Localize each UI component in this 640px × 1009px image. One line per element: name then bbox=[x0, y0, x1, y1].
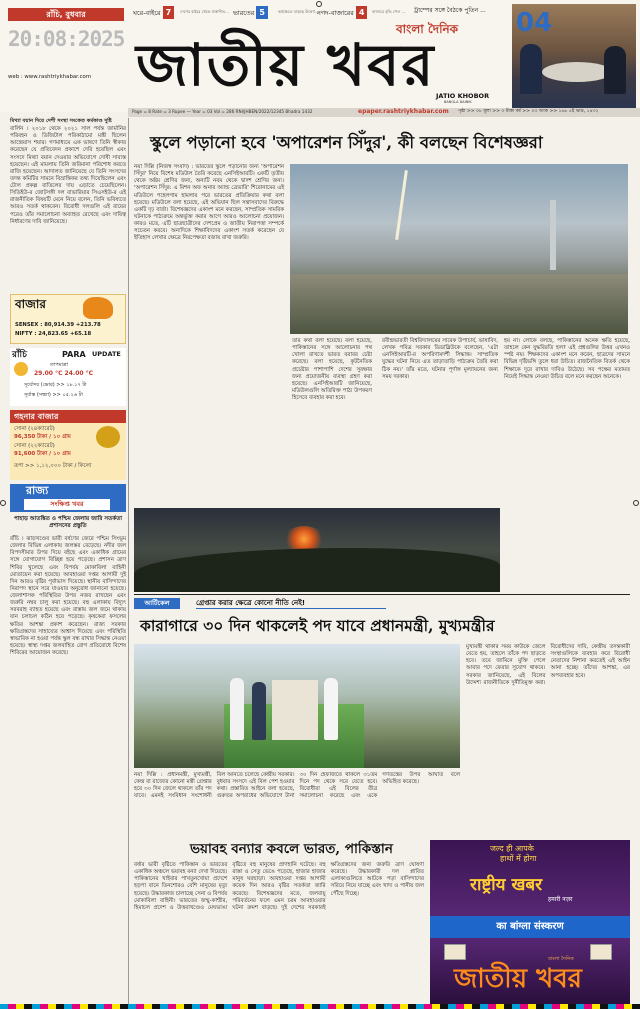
photo-figure-2 bbox=[252, 682, 266, 740]
header-photo bbox=[512, 4, 636, 110]
photo-person-right bbox=[604, 46, 626, 94]
story1-col1: নয়া দিল্লি (নিজস্ব সংবাদ) : ভারতের স্কুলে পড়ানোর জন্য 'অপারেশন সিঁদুর' নিয়ে বিশেষ মডিউল তৈরি করেছে এনসিইআরটি। একটি তৃতীয় থেকে অষ্টম শ্রেণির জন্য, অন্যটি নবম থেকে দ্বাদশ শ্রেণির জন্য। 'অপারেশন সিঁদুর: এ মিশন অফ অনার অ্যান্ড ব্রেভারি' শিরোনামের এই মডিউলে পহেলগাম হামলার পরে ভারতের প্রতিক্রিয়ার কথা বলা হয়েছে। মডিউলে বলা হয়েছে, এই অভিযান ছিল সন্ত্রাসবাদের বিরুদ্ধে একটি দৃঢ় বার্তা। বিশেষজ্ঞদের একাংশ মনে করছেন, সাম্প্রতিক সামরিক ঘটনাকে পাঠ্যক্রমে অন্তর্ভুক্ত করার আগে আরও আলোচনা প্রয়োজন। কারও মতে, এটি ছাত্রছাত্রীদের দেশপ্রেম ও জাতীয় নিরাপত্তা সম্পর্কে সচেতন করবে। অন্যদিকে শিক্ষাবিদদের একাংশ সতর্ক করেছেন যে ইতিহাস লেখার ক্ষেত্রে নিরপেক্ষতা বজায় রাখা জরুরি। bbox=[134, 164, 284, 242]
gold-box bbox=[10, 410, 126, 480]
story2-tag: আর্টিকেল bbox=[134, 598, 180, 609]
issue-line: পৃষ্ঠা >> ০৮ মূল্য >> ৩ টাকা বর্ষ >> ০৩ অংক >> ১৬৮ ৫ই ভাদ্র, ১৪৩২ bbox=[458, 109, 599, 114]
photo-tower bbox=[550, 200, 556, 270]
date-text: 20:08:2025 bbox=[8, 27, 125, 51]
reg-mark-top bbox=[316, 1, 322, 7]
ad-newspaper-icon bbox=[444, 944, 466, 960]
date-block bbox=[8, 8, 124, 92]
logo-sub: বাংলা দৈনিক bbox=[396, 22, 459, 36]
brief-head: পাহাড় আতঙ্কিত ও পশ্চিম জেলায় জারি সতর্কতা প্রশাসনের প্রস্তুতি bbox=[13, 516, 123, 530]
para-update: UPDATE bbox=[92, 350, 121, 358]
bazar-title: বাজার bbox=[15, 297, 46, 311]
left-column bbox=[10, 118, 126, 1004]
rajya-title: রাজ্য bbox=[26, 484, 49, 497]
pill-note-3: বাজারে বৃদ্ধি পেল ... bbox=[372, 9, 406, 14]
story1-col2: তার কথা বলা হয়েছে। বলা হয়েছে, পাকিস্তানের সঙ্গে আলোচনার পথ খোলা রাখতে ভারত বরাবর চেষ্টা করেছে। বলা হয়েছে, কূটনৈতিক প্রচেষ্টার পাশাপাশি দেশের সুরক্ষার জন্য প্রয়োজনীয় ব্যবস্থা গ্রহণ করা হয়েছে। এনসিইআরটি জানিয়েছে, মডিউলগুলি অতিরিক্ত পাঠ্য উপকরণ হিসেবে ব্যবহার করা হবে। bbox=[292, 338, 372, 401]
ad-tagline-1: जल्द ही आपके bbox=[490, 844, 534, 853]
gold-row: 96,350 টাকা / ১০ গ্রাম bbox=[14, 434, 71, 440]
story1-col3: রবীন্দ্রভারতী বিশ্ববিদ্যালয়ের সাবেক উপাচার্য, ভাষাবিদ, লেখক পবিত্র সরকার ডিডাব্লিউকে বলেছেন, 'এটা এনসিইআরটি-র অপরিণামদর্শী সিদ্ধান্ত। সাম্প্রতিক যুদ্ধের ঘটনা নিয়ে এত তাড়াতাড়ি পাঠ্যক্রম তৈরি করা ঠিক নয়।' তাঁর মতে, ঘটনার পূর্ণাঙ্গ মূল্যায়নের জন্য সময় দরকার। bbox=[382, 338, 498, 380]
story1-photo-top bbox=[290, 164, 628, 334]
story1-headline[interactable]: স্কুলে পড়ানো হবে 'অপারেশন সিঁদুর', কী বলছেন বিশেষজ্ঞরা bbox=[150, 133, 543, 152]
gold-row: সোনা (২৪ক্যারেট) bbox=[14, 426, 55, 432]
gold-title: গহনার বাজার bbox=[10, 410, 126, 423]
info-bar bbox=[128, 108, 640, 117]
weather-city: রাঁচি bbox=[12, 350, 27, 360]
reg-mark-left bbox=[0, 500, 6, 506]
ad-tagline-2: हाथों में होगा bbox=[500, 854, 537, 863]
gold-row: সোনা (২২ক্যারেট) bbox=[14, 443, 55, 449]
photo-figure-1 bbox=[230, 678, 244, 740]
pill-label: নগদ-বাজারের bbox=[317, 9, 354, 17]
rajya-header bbox=[10, 484, 126, 512]
photo-hill bbox=[134, 548, 500, 592]
pill-nagad[interactable] bbox=[314, 6, 370, 19]
left-divider bbox=[128, 118, 129, 1004]
temp-values: 29.00 °C 24.00 °C bbox=[34, 370, 94, 377]
masthead bbox=[0, 0, 640, 115]
story-divider bbox=[134, 594, 630, 595]
pill-num: 5 bbox=[256, 6, 268, 19]
gold-row: রূপা >> ১,১২,০০০ টাকা / কিলো bbox=[14, 463, 92, 469]
story2-kicker: গ্রেপ্তার করার ক্ষেত্রে কোনো নীতি নেই! bbox=[196, 598, 386, 609]
story2-photo bbox=[134, 644, 460, 768]
nifty: NIFTY : 24,823.65 +65.18 bbox=[15, 331, 92, 337]
photo-podium bbox=[272, 680, 318, 740]
bull-icon bbox=[83, 297, 113, 319]
pill-label: ঘরে-বাইরে bbox=[133, 9, 161, 17]
photo-sky-streak bbox=[395, 170, 408, 240]
photo-buildings bbox=[290, 274, 628, 334]
pill-num: 4 bbox=[356, 6, 368, 19]
sunset: সূর্যাস্ত (সন্ধ্যা) >> ০৫.২৬ টা bbox=[24, 392, 83, 398]
bottom-strip bbox=[0, 1004, 640, 1009]
place-date: রাঁচি, বুধবার bbox=[8, 8, 124, 21]
story1-col4: হয় না। লোকে বলছে, পাকিস্তানের অনেক ক্ষতি হয়েছে, তাহলে কেন যুদ্ধবিরতি হল? এই প্রশ্নগুলির উত্তর এখনও স্পষ্ট নয়। শিক্ষকদের একাংশ মনে করেন, ছাত্রদের সামনে বিভিন্ন দৃষ্টিভঙ্গি তুলে ধরা উচিত। রাজনৈতিক বিতর্ক থেকে শিক্ষাকে দূরে রাখার দাবিও উঠেছে। সব পক্ষের মতামত নিয়েই সিদ্ধান্ত নেওয়া উচিত বলে মনে করছেন অনেকে। bbox=[504, 338, 630, 380]
temp-label: তাপমাত্রা bbox=[50, 362, 68, 368]
intro-bold: মিথ্যা বয়ান দিয়ে দেশী সংস্থা সংকেত কর্মকাণ্ড দুষ্টি bbox=[10, 118, 112, 124]
story2-body: নয়া দিল্লি : প্রধানমন্ত্রী, মুখ্যমন্ত্রী, কেন্দ্র বা রাজ্যের কোনো মন্ত্রী গ্রেপ্তার হয়ে ৩০ দিন জেলে থাকলে তাঁর পদ যাবে। এমনই সংবিধান সংশোধনী বিল আনতে চলেছে কেন্দ্রীয় সরকার। বুধবার সংসদে এই বিল পেশ হওয়ার কথা। প্রস্তাবিত আইনে বলা হয়েছে, গুরুতর অপরাধের অভিযোগে টানা ৩০ দিন হেফাজতে থাকলে ৩১তম দিনে পদ থেকে সরে যেতে হবে। বিরোধীরা এই বিলের তীব্র সমালোচনা করেছে এবং একে গণতন্ত্রের উপর আঘাত বলে অভিহিত করেছে। bbox=[134, 772, 460, 800]
photo-person-left bbox=[520, 44, 542, 94]
header-teaser[interactable]: ট্রাম্পের সঙ্গে বৈঠকে পুতিন ... bbox=[414, 7, 486, 14]
weather-box bbox=[10, 348, 126, 406]
logo-en: JATIO KHOBOR bbox=[436, 92, 490, 100]
story2-side: মুখ্যমন্ত্রী থাকার সময় কাউকে জেলে যেতে হয়, তাহলে তাঁকে পদ ছাড়তে হবে। তবে জামিনে মুক্তি পেলে আবার পদে ফেরার সুযোগ থাকবে। সরকার জানিয়েছে, এই বিলের উদ্দেশ্য রাজনীতিকে দুর্নীতিমুক্ত করা। বিরোধীদের দাবি, কেন্দ্রীয় তদন্তকারী সংস্থাগুলিকে ব্যবহার করে বিরোধী নেতাদের নিশানা করতেই এই আইন আনা হচ্ছে। তাঁদের আশঙ্কা, এর অপব্যবহার হবে। bbox=[466, 644, 630, 686]
gold-row: 91,600 টাকা / ১০ গ্রাম bbox=[14, 451, 71, 457]
web-address[interactable]: web : www.rashtriykhabar.com bbox=[8, 74, 92, 80]
info-text: Page = 8 Rate = 3 Rupee — Year = 03 Vol = 286 RNI/JHBEN/2022/12345 Bhadra 1432 bbox=[132, 109, 313, 114]
ad-brand: জাতীয় খবর bbox=[454, 964, 582, 994]
ad-brand-small: বাংলা দৈনিক bbox=[548, 956, 574, 962]
logo bbox=[128, 22, 508, 104]
story2-headline[interactable]: কারাগারে ৩০ দিন থাকলেই পদ যাবে প্রধানমন্ত্রী, মুখ্যমন্ত্রীর bbox=[140, 616, 495, 635]
sunrise: সূর্যোদয় (ভোর) >> ১৮.১৭ টা bbox=[24, 382, 87, 388]
intro-text: বার্লিন । ২০১৮ থেকে ২০২১ সাল পর্যন্ত জার্মানির পরিবহন ও ডিজিটাল পরিকাঠামো মন্ত্রী ছিলেন আন্দ্রেয়াস শয়ার। গণমাধ্যমে এক ভাষণে তিনি স্বীকার করেছেন যে প্রতিবেদন প্রকাশে দেরি হয়েছিল এবং সংসদে মিথ্যা বয়ান দেওয়ার অভিযোগে দোষী সাব্যস্ত হয়েছেন। এই মামলায় তিনি জরিমানা পরিশোধ করতে রাজি হয়েছেন। আদালত জানিয়েছে যে তিনি সংসদের তদন্ত কমিটির সামনে বিভ্রান্তিকর তথ্য দিয়েছিলেন এবং টোল প্রকল্প বাতিলের দায় এড়াতে চেয়েছিলেন। সিডিইউ-র জোটসঙ্গী দল বাভারিয়ার সিএসইউ-র এই রাজনীতিক বিষয়টি মেনে নিয়ে বলেন, তিনি ভবিষ্যতে আরও সতর্ক থাকবেন। বিরোধী দলগুলি এই রায়ের পরেও তাঁর সমালোচনা অব্যাহত রেখেছে এবং দায়িত্ব নির্ধারণের দাবি জানিয়েছে। bbox=[10, 126, 126, 225]
logo-en-sub: BANGLA DAINIK bbox=[444, 100, 472, 104]
gold-coins-icon bbox=[96, 426, 120, 448]
epaper-link[interactable]: epaper.rashtriykhabar.com bbox=[358, 108, 449, 115]
pill-num: 7 bbox=[163, 6, 175, 19]
promo-ad[interactable] bbox=[430, 840, 630, 1004]
ad-name-hi: राष्ट्रीय खबर bbox=[470, 875, 543, 895]
photo-figure-3 bbox=[324, 678, 338, 740]
sun-icon bbox=[14, 362, 28, 376]
photo-table bbox=[542, 62, 612, 82]
brief-text: রাঁচি । ঝাড়খণ্ডের ভারী বর্ষণের জেরে পশ্চিম সিংভূম জেলার বিভিন্ন এলাকায় জলস্তর বেড়েছে। নদীর জল বিপদসীমার উপর দিয়ে বইছে এবং একাধিক গ্রামের সঙ্গে যোগাযোগ বিচ্ছিন্ন হয়ে পড়েছে। প্রশাসন ত্রাণ শিবির খুলেছে এবং বিপর্যয় মোকাবিলা বাহিনী মোতায়েন করা হয়েছে। আবহাওয়া দপ্তর আগামী দুই দিন আরও বৃষ্টির পূর্বাভাস দিয়েছে। স্থানীয় বাসিন্দাদের নিরাপদ স্থানে সরে যাওয়ার অনুরোধ জানানো হয়েছে। জেলাশাসক পরিস্থিতির উপর নজর রাখছেন এবং জরুরি নম্বর চালু করা হয়েছে। বহু এলাকায় বিদ্যুৎ সরবরাহ ব্যাহত হয়েছে এবং রাস্তায় জল জমে থাকায় যান চলাচল কঠিন হয়ে পড়েছে। কৃষকেরা ফসলের ক্ষতির আশঙ্কা প্রকাশ করেছেন। রাজ্য সরকার ক্ষতিগ্রস্তদের সাহায্যের আশ্বাস দিয়েছে এবং পরিস্থিতি স্বাভাবিক না হওয়া পর্যন্ত স্কুল বন্ধ রাখার সিদ্ধান্ত নেওয়া হয়েছে। স্বাস্থ্য দপ্তর জলবাহিত রোগ প্রতিরোধে বিশেষ শিবিরের আয়োজন করেছে। bbox=[10, 536, 126, 656]
pill-note-1: দেশের বাইরে থেকে প্রকাশিত... bbox=[180, 9, 229, 14]
bazar-box bbox=[10, 294, 126, 344]
logo-main: জাতীয় খবর bbox=[136, 31, 436, 99]
story1-photo-night bbox=[134, 508, 500, 592]
story3-body: বর্ষার ভারী বৃষ্টিতে পাকিস্তান ও ভারতের একাধিক অঞ্চলে ভয়াবহ বন্যা দেখা দিয়েছে। পাকিস্তানের খাইবার পাখতুনখোয়া প্রদেশে হড়পা বানে তিনশোরও বেশি মানুষের মৃত্যু হয়েছে। উদ্ধারকাজ চালাচ্ছে সেনা ও বিপর্যয় মোকাবিলা বাহিনী। ভারতের জম্মু-কাশ্মীর, হিমাচল প্রদেশ ও উত্তরাখণ্ডেও মেঘভাঙা বৃষ্টিতে বহু মানুষের প্রাণহানি ঘটেছে। বহু রাস্তা ও সেতু ভেঙে পড়েছে, হাজার হাজার মানুষ ঘরছাড়া। আবহাওয়া দপ্তর আগামী কয়েক দিন আরও বৃষ্টির সতর্কতা জারি করেছে। বিশেষজ্ঞদের মতে, জলবায়ু পরিবর্তনের ফলে এমন চরম আবহাওয়ার ঘটনা ক্রমশ বাড়ছে। দুই দেশের সরকারই ক্ষতিগ্রস্তদের জন্য জরুরি ত্রাণ ঘোষণা করেছে। উদ্ধারকারী দল প্লাবিত এলাকাগুলিতে আটকে পড়া বাসিন্দাদের সরিয়ে নিয়ে যাচ্ছে এবং খাদ্য ও পানীয় জল পৌঁছে দিচ্ছে। bbox=[134, 862, 424, 911]
sensex: SENSEX : 80,914.39 +213.78 bbox=[15, 322, 101, 328]
ad-name-hi-sub: हमारी नज़र bbox=[548, 896, 573, 903]
ad-newspaper-icon bbox=[590, 944, 612, 960]
reg-mark-right bbox=[633, 500, 639, 506]
para-title: PARA bbox=[62, 350, 86, 359]
ad-ribbon: का बांग्ला संस्करण bbox=[430, 916, 630, 938]
pill-bharat[interactable] bbox=[230, 6, 271, 19]
story3-headline[interactable]: ভয়াবহ বন্যার কবলে ভারত, পাকিস্তান bbox=[190, 841, 393, 857]
pill-note-2: কর্মক্ষেত্রে বাড়ছে উদ্বেগ... bbox=[278, 9, 319, 14]
rajya-sub: সংক্ষিপ্ত খবর bbox=[24, 499, 110, 510]
page-badge: 04 bbox=[516, 8, 553, 38]
pill-label: ভারতের bbox=[233, 9, 255, 17]
pill-ghore-baire[interactable] bbox=[130, 6, 177, 19]
